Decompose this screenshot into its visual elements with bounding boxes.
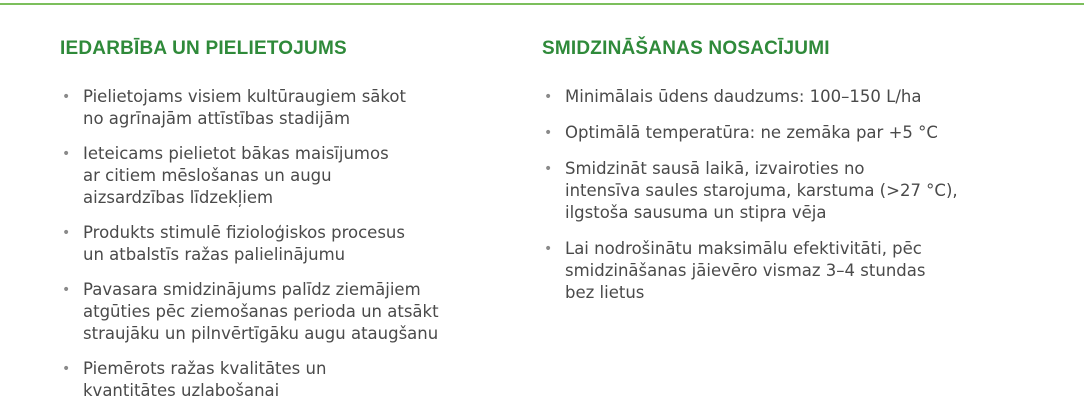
bullet-icon: • — [544, 241, 553, 257]
usage-heading: IEDARBĪBA UN PIELIETOJUMS — [60, 38, 347, 59]
usage-section — [60, 38, 510, 415]
spraying-conditions-list — [542, 86, 1012, 304]
bullet-icon: • — [62, 225, 71, 241]
list-item: • Pavasara smidzinājums palīdz ziemājiem atgūties pēc ziemošanas perioda un atsākt straujāku un pilnvērtīgāku augu ataugšanu — [62, 280, 439, 343]
list-item: • Pielietojams visiem kultūraugiem sākot no agrīnajām attīstības stadijām — [62, 87, 406, 128]
spraying-conditions-section — [542, 38, 1012, 318]
list-item: • Piemērots ražas kvalitātes un kvantitātes uzlabošanai — [62, 359, 327, 400]
bullet-icon: • — [544, 89, 553, 105]
top-divider — [0, 3, 1084, 5]
list-item: • Lai nodrošinātu maksimālu efektivitāti, pēc smidzināšanas jāievēro vismaz 3–4 stundas bez lietus — [544, 239, 926, 302]
bullet-icon: • — [62, 361, 71, 377]
usage-list — [60, 86, 510, 402]
list-item: • Optimālā temperatūra: ne zemāka par +5 °C — [544, 123, 938, 142]
bullet-icon: • — [544, 125, 553, 141]
list-item: • Ieteicams pielietot bākas maisījumos ar citiem mēslošanas un augu aizsardzības līdzekļiem — [62, 144, 389, 207]
list-item: • Produkts stimulē fizioloģiskos procesus un atbalstīs ražas palielinājumu — [62, 223, 405, 264]
spraying-conditions-heading: SMIDZINĀŠANAS NOSACĪJUMI — [542, 38, 830, 59]
list-item: • Minimālais ūdens daudzums: 100–150 L/ha — [544, 87, 922, 106]
bullet-icon: • — [62, 89, 71, 105]
list-item: • Smidzināt sausā laikā, izvairoties no intensīva saules starojuma, karstuma (>27 °C), ilgstoša sausuma un stipra vēja — [544, 159, 958, 222]
bullet-icon: • — [544, 161, 553, 177]
bullet-icon: • — [62, 282, 71, 298]
bullet-icon: • — [62, 146, 71, 162]
